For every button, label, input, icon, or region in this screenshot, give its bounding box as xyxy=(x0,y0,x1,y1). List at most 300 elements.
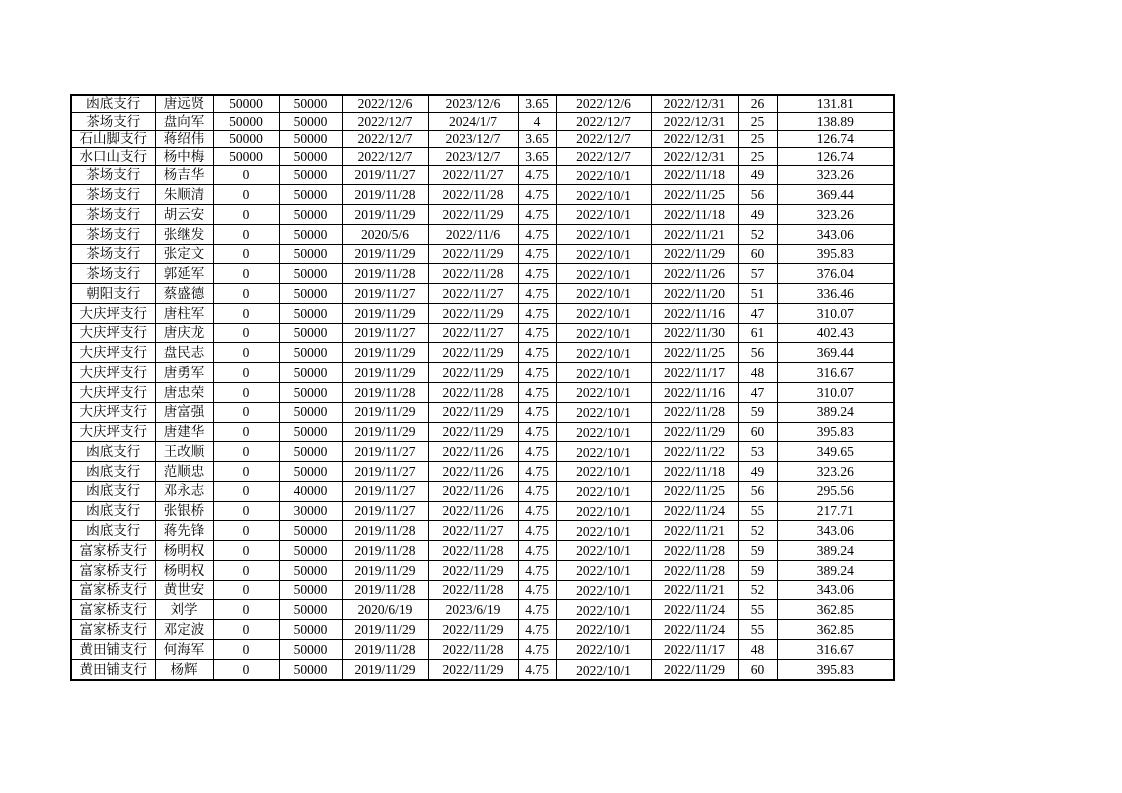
cell-accrual-start-date: 2022/10/1 xyxy=(556,402,651,422)
cell-branch: 茶场支行 xyxy=(71,165,155,185)
cell-maturity-date: 2022/11/26 xyxy=(428,462,518,482)
cell-branch: 大庆坪支行 xyxy=(71,303,155,323)
table-row xyxy=(71,462,894,482)
cell-maturity-date: 2022/11/29 xyxy=(428,560,518,580)
cell-maturity-date: 2022/11/29 xyxy=(428,659,518,680)
cell-interest-amount: 323.26 xyxy=(777,165,894,185)
cell-interest-amount: 343.06 xyxy=(777,224,894,244)
cell-maturity-date: 2022/11/26 xyxy=(428,442,518,462)
cell-interest-rate: 4.75 xyxy=(518,541,556,561)
cell-principal: 50000 xyxy=(279,541,342,561)
cell-interest-rate: 4.75 xyxy=(518,205,556,225)
cell-customer-name: 黄世安 xyxy=(155,580,213,600)
cell-branch: 石山脚支行 xyxy=(71,130,155,147)
cell-days: 47 xyxy=(738,383,777,403)
cell-interest-rate: 4.75 xyxy=(518,659,556,680)
table-row xyxy=(71,600,894,620)
cell-principal-start: 50000 xyxy=(213,130,279,147)
cell-customer-name: 郭延军 xyxy=(155,264,213,284)
cell-days: 59 xyxy=(738,560,777,580)
cell-accrual-start-date: 2022/10/1 xyxy=(556,659,651,680)
cell-principal: 50000 xyxy=(279,148,342,165)
cell-deposit-date: 2019/11/27 xyxy=(342,501,428,521)
table-row xyxy=(71,541,894,561)
cell-interest-rate: 4.75 xyxy=(518,244,556,264)
cell-days: 60 xyxy=(738,422,777,442)
cell-deposit-date: 2019/11/28 xyxy=(342,383,428,403)
cell-interest-rate: 4 xyxy=(518,113,556,130)
cell-maturity-date: 2023/12/7 xyxy=(428,130,518,147)
cell-customer-name: 杨中梅 xyxy=(155,148,213,165)
cell-deposit-date: 2022/12/6 xyxy=(342,95,428,113)
cell-interest-amount: 395.83 xyxy=(777,244,894,264)
cell-principal-start: 0 xyxy=(213,284,279,304)
cell-accrual-start-date: 2022/10/1 xyxy=(556,600,651,620)
cell-interest-amount: 126.74 xyxy=(777,148,894,165)
cell-days: 59 xyxy=(738,402,777,422)
cell-interest-amount: 395.83 xyxy=(777,422,894,442)
cell-branch: 朝阳支行 xyxy=(71,284,155,304)
cell-settlement-date: 2022/12/31 xyxy=(651,130,738,147)
cell-days: 25 xyxy=(738,148,777,165)
cell-deposit-date: 2022/12/7 xyxy=(342,148,428,165)
cell-customer-name: 唐柱军 xyxy=(155,303,213,323)
cell-customer-name: 盘民志 xyxy=(155,343,213,363)
cell-deposit-date: 2019/11/29 xyxy=(342,343,428,363)
cell-interest-amount: 389.24 xyxy=(777,560,894,580)
cell-customer-name: 张继发 xyxy=(155,224,213,244)
cell-deposit-date: 2019/11/29 xyxy=(342,303,428,323)
cell-accrual-start-date: 2022/10/1 xyxy=(556,363,651,383)
cell-branch: 茶场支行 xyxy=(71,224,155,244)
cell-customer-name: 唐庆龙 xyxy=(155,323,213,343)
cell-customer-name: 邓永志 xyxy=(155,481,213,501)
cell-branch: 富家桥支行 xyxy=(71,620,155,640)
cell-deposit-date: 2020/5/6 xyxy=(342,224,428,244)
cell-customer-name: 张银桥 xyxy=(155,501,213,521)
cell-deposit-date: 2019/11/27 xyxy=(342,481,428,501)
cell-interest-rate: 4.75 xyxy=(518,442,556,462)
cell-accrual-start-date: 2022/10/1 xyxy=(556,422,651,442)
cell-deposit-date: 2019/11/29 xyxy=(342,659,428,680)
cell-branch: 大庆坪支行 xyxy=(71,323,155,343)
cell-interest-rate: 4.75 xyxy=(518,639,556,659)
cell-days: 56 xyxy=(738,343,777,363)
table-row xyxy=(71,422,894,442)
cell-settlement-date: 2022/11/25 xyxy=(651,185,738,205)
cell-principal: 50000 xyxy=(279,224,342,244)
cell-maturity-date: 2022/11/28 xyxy=(428,383,518,403)
cell-days: 49 xyxy=(738,165,777,185)
cell-interest-rate: 4.75 xyxy=(518,560,556,580)
cell-principal-start: 0 xyxy=(213,363,279,383)
table-row xyxy=(71,402,894,422)
cell-settlement-date: 2022/11/24 xyxy=(651,600,738,620)
cell-settlement-date: 2022/11/21 xyxy=(651,521,738,541)
cell-accrual-start-date: 2022/10/1 xyxy=(556,521,651,541)
cell-maturity-date: 2022/11/29 xyxy=(428,205,518,225)
cell-customer-name: 张定文 xyxy=(155,244,213,264)
cell-principal: 50000 xyxy=(279,165,342,185)
cell-accrual-start-date: 2022/10/1 xyxy=(556,383,651,403)
cell-branch: 黄田铺支行 xyxy=(71,639,155,659)
cell-customer-name: 朱顺清 xyxy=(155,185,213,205)
cell-days: 51 xyxy=(738,284,777,304)
cell-days: 57 xyxy=(738,264,777,284)
cell-settlement-date: 2022/11/18 xyxy=(651,165,738,185)
cell-settlement-date: 2022/11/29 xyxy=(651,422,738,442)
cell-maturity-date: 2022/11/27 xyxy=(428,521,518,541)
cell-settlement-date: 2022/11/29 xyxy=(651,659,738,680)
cell-maturity-date: 2023/12/7 xyxy=(428,148,518,165)
cell-accrual-start-date: 2022/12/7 xyxy=(556,130,651,147)
cell-principal: 50000 xyxy=(279,462,342,482)
cell-maturity-date: 2022/11/28 xyxy=(428,639,518,659)
cell-settlement-date: 2022/11/17 xyxy=(651,639,738,659)
cell-branch: 茶场支行 xyxy=(71,264,155,284)
cell-interest-rate: 3.65 xyxy=(518,148,556,165)
cell-principal-start: 50000 xyxy=(213,113,279,130)
cell-customer-name: 杨辉 xyxy=(155,659,213,680)
cell-days: 25 xyxy=(738,130,777,147)
table-row xyxy=(71,501,894,521)
table-row xyxy=(71,130,894,147)
cell-settlement-date: 2022/11/25 xyxy=(651,481,738,501)
cell-interest-amount: 295.56 xyxy=(777,481,894,501)
cell-interest-amount: 389.24 xyxy=(777,402,894,422)
table-row xyxy=(71,95,894,113)
cell-branch: 富家桥支行 xyxy=(71,560,155,580)
cell-principal: 50000 xyxy=(279,323,342,343)
cell-interest-amount: 376.04 xyxy=(777,264,894,284)
cell-principal: 50000 xyxy=(279,205,342,225)
cell-principal: 50000 xyxy=(279,95,342,113)
cell-principal-start: 0 xyxy=(213,343,279,363)
cell-principal-start: 0 xyxy=(213,639,279,659)
cell-accrual-start-date: 2022/10/1 xyxy=(556,284,651,304)
cell-settlement-date: 2022/12/31 xyxy=(651,113,738,130)
cell-settlement-date: 2022/11/28 xyxy=(651,560,738,580)
cell-days: 60 xyxy=(738,244,777,264)
cell-days: 61 xyxy=(738,323,777,343)
cell-deposit-date: 2019/11/28 xyxy=(342,541,428,561)
cell-customer-name: 邓定波 xyxy=(155,620,213,640)
table-row xyxy=(71,521,894,541)
cell-days: 52 xyxy=(738,224,777,244)
cell-principal: 50000 xyxy=(279,130,342,147)
cell-deposit-date: 2019/11/29 xyxy=(342,363,428,383)
cell-branch: 茶场支行 xyxy=(71,244,155,264)
cell-interest-rate: 3.65 xyxy=(518,130,556,147)
table-row xyxy=(71,383,894,403)
table-row xyxy=(71,620,894,640)
cell-maturity-date: 2024/1/7 xyxy=(428,113,518,130)
cell-principal-start: 0 xyxy=(213,224,279,244)
cell-interest-amount: 131.81 xyxy=(777,95,894,113)
cell-customer-name: 蒋绍伟 xyxy=(155,130,213,147)
cell-accrual-start-date: 2022/10/1 xyxy=(556,224,651,244)
cell-customer-name: 唐远贤 xyxy=(155,95,213,113)
cell-principal-start: 0 xyxy=(213,560,279,580)
cell-interest-rate: 4.75 xyxy=(518,521,556,541)
table-row xyxy=(71,244,894,264)
cell-accrual-start-date: 2022/10/1 xyxy=(556,501,651,521)
cell-principal: 50000 xyxy=(279,560,342,580)
cell-days: 49 xyxy=(738,462,777,482)
cell-deposit-date: 2019/11/28 xyxy=(342,580,428,600)
cell-accrual-start-date: 2022/10/1 xyxy=(556,462,651,482)
cell-principal-start: 0 xyxy=(213,205,279,225)
cell-branch: 富家桥支行 xyxy=(71,541,155,561)
cell-principal: 50000 xyxy=(279,303,342,323)
cell-branch: 凼底支行 xyxy=(71,95,155,113)
cell-customer-name: 盘向军 xyxy=(155,113,213,130)
cell-interest-amount: 349.65 xyxy=(777,442,894,462)
cell-principal-start: 0 xyxy=(213,541,279,561)
table-row xyxy=(71,323,894,343)
cell-branch: 大庆坪支行 xyxy=(71,343,155,363)
cell-principal-start: 0 xyxy=(213,600,279,620)
cell-settlement-date: 2022/11/30 xyxy=(651,323,738,343)
cell-interest-amount: 316.67 xyxy=(777,363,894,383)
table-row xyxy=(71,639,894,659)
cell-interest-rate: 4.75 xyxy=(518,185,556,205)
cell-maturity-date: 2022/11/26 xyxy=(428,481,518,501)
cell-branch: 大庆坪支行 xyxy=(71,363,155,383)
cell-principal: 50000 xyxy=(279,639,342,659)
table-row xyxy=(71,185,894,205)
cell-customer-name: 唐勇军 xyxy=(155,363,213,383)
cell-branch: 大庆坪支行 xyxy=(71,422,155,442)
cell-branch: 富家桥支行 xyxy=(71,600,155,620)
cell-interest-rate: 4.75 xyxy=(518,580,556,600)
cell-customer-name: 王改顺 xyxy=(155,442,213,462)
cell-branch: 茶场支行 xyxy=(71,205,155,225)
table-row xyxy=(71,363,894,383)
cell-interest-rate: 4.75 xyxy=(518,343,556,363)
cell-branch: 水口山支行 xyxy=(71,148,155,165)
table-row xyxy=(71,343,894,363)
cell-days: 55 xyxy=(738,600,777,620)
cell-interest-rate: 4.75 xyxy=(518,600,556,620)
cell-accrual-start-date: 2022/10/1 xyxy=(556,580,651,600)
table-row xyxy=(71,659,894,680)
cell-deposit-date: 2019/11/28 xyxy=(342,639,428,659)
cell-accrual-start-date: 2022/10/1 xyxy=(556,264,651,284)
cell-principal-start: 0 xyxy=(213,303,279,323)
cell-accrual-start-date: 2022/10/1 xyxy=(556,639,651,659)
cell-deposit-date: 2019/11/28 xyxy=(342,521,428,541)
cell-deposit-date: 2020/6/19 xyxy=(342,600,428,620)
cell-deposit-date: 2022/12/7 xyxy=(342,130,428,147)
cell-settlement-date: 2022/11/29 xyxy=(651,244,738,264)
cell-days: 59 xyxy=(738,541,777,561)
cell-principal-start: 0 xyxy=(213,659,279,680)
cell-maturity-date: 2022/11/28 xyxy=(428,580,518,600)
deposit-interest-table xyxy=(70,94,895,681)
cell-maturity-date: 2022/11/29 xyxy=(428,422,518,442)
cell-days: 56 xyxy=(738,481,777,501)
cell-settlement-date: 2022/11/18 xyxy=(651,205,738,225)
cell-maturity-date: 2023/6/19 xyxy=(428,600,518,620)
cell-principal-start: 0 xyxy=(213,462,279,482)
cell-principal-start: 50000 xyxy=(213,95,279,113)
cell-maturity-date: 2022/11/27 xyxy=(428,165,518,185)
cell-interest-amount: 310.07 xyxy=(777,383,894,403)
cell-branch: 大庆坪支行 xyxy=(71,383,155,403)
cell-interest-rate: 4.75 xyxy=(518,363,556,383)
cell-deposit-date: 2019/11/27 xyxy=(342,442,428,462)
cell-principal-start: 0 xyxy=(213,580,279,600)
cell-interest-rate: 4.75 xyxy=(518,462,556,482)
cell-principal: 50000 xyxy=(279,383,342,403)
cell-branch: 富家桥支行 xyxy=(71,580,155,600)
cell-settlement-date: 2022/12/31 xyxy=(651,148,738,165)
cell-accrual-start-date: 2022/12/7 xyxy=(556,148,651,165)
cell-deposit-date: 2019/11/29 xyxy=(342,422,428,442)
cell-deposit-date: 2019/11/27 xyxy=(342,462,428,482)
cell-settlement-date: 2022/11/21 xyxy=(651,580,738,600)
cell-days: 49 xyxy=(738,205,777,225)
cell-settlement-date: 2022/11/25 xyxy=(651,343,738,363)
cell-interest-rate: 4.75 xyxy=(518,264,556,284)
cell-branch: 凼底支行 xyxy=(71,521,155,541)
cell-deposit-date: 2019/11/27 xyxy=(342,165,428,185)
cell-accrual-start-date: 2022/10/1 xyxy=(556,343,651,363)
cell-settlement-date: 2022/11/26 xyxy=(651,264,738,284)
cell-principal-start: 0 xyxy=(213,442,279,462)
cell-principal: 50000 xyxy=(279,442,342,462)
cell-maturity-date: 2022/11/27 xyxy=(428,284,518,304)
cell-deposit-date: 2019/11/27 xyxy=(342,323,428,343)
cell-principal-start: 0 xyxy=(213,402,279,422)
cell-branch: 大庆坪支行 xyxy=(71,402,155,422)
cell-branch: 茶场支行 xyxy=(71,113,155,130)
table-row xyxy=(71,284,894,304)
cell-interest-amount: 138.89 xyxy=(777,113,894,130)
cell-deposit-date: 2019/11/29 xyxy=(342,205,428,225)
cell-interest-amount: 343.06 xyxy=(777,521,894,541)
cell-interest-rate: 4.75 xyxy=(518,224,556,244)
cell-principal: 50000 xyxy=(279,363,342,383)
cell-settlement-date: 2022/11/16 xyxy=(651,303,738,323)
cell-days: 55 xyxy=(738,501,777,521)
cell-days: 52 xyxy=(738,521,777,541)
cell-principal: 50000 xyxy=(279,422,342,442)
table-row xyxy=(71,264,894,284)
cell-interest-rate: 4.75 xyxy=(518,481,556,501)
cell-maturity-date: 2022/11/29 xyxy=(428,363,518,383)
cell-deposit-date: 2019/11/29 xyxy=(342,402,428,422)
cell-deposit-date: 2019/11/29 xyxy=(342,620,428,640)
cell-maturity-date: 2022/11/29 xyxy=(428,402,518,422)
cell-maturity-date: 2022/11/27 xyxy=(428,323,518,343)
cell-accrual-start-date: 2022/10/1 xyxy=(556,185,651,205)
cell-days: 60 xyxy=(738,659,777,680)
cell-interest-rate: 4.75 xyxy=(518,620,556,640)
cell-interest-amount: 402.43 xyxy=(777,323,894,343)
cell-days: 53 xyxy=(738,442,777,462)
cell-maturity-date: 2023/12/6 xyxy=(428,95,518,113)
cell-branch: 茶场支行 xyxy=(71,185,155,205)
cell-principal-start: 0 xyxy=(213,264,279,284)
cell-principal: 50000 xyxy=(279,264,342,284)
cell-principal-start: 0 xyxy=(213,501,279,521)
cell-principal-start: 0 xyxy=(213,244,279,264)
cell-maturity-date: 2022/11/28 xyxy=(428,185,518,205)
cell-principal-start: 0 xyxy=(213,383,279,403)
cell-principal: 40000 xyxy=(279,481,342,501)
cell-interest-rate: 4.75 xyxy=(518,383,556,403)
cell-principal: 50000 xyxy=(279,402,342,422)
cell-interest-amount: 126.74 xyxy=(777,130,894,147)
cell-days: 26 xyxy=(738,95,777,113)
table-row xyxy=(71,113,894,130)
cell-accrual-start-date: 2022/10/1 xyxy=(556,620,651,640)
cell-maturity-date: 2022/11/29 xyxy=(428,343,518,363)
cell-accrual-start-date: 2022/10/1 xyxy=(556,323,651,343)
cell-customer-name: 杨明权 xyxy=(155,541,213,561)
cell-customer-name: 何海军 xyxy=(155,639,213,659)
cell-days: 48 xyxy=(738,639,777,659)
cell-maturity-date: 2022/11/28 xyxy=(428,264,518,284)
cell-principal: 50000 xyxy=(279,521,342,541)
table-row xyxy=(71,442,894,462)
cell-days: 48 xyxy=(738,363,777,383)
cell-principal: 50000 xyxy=(279,620,342,640)
cell-deposit-date: 2019/11/27 xyxy=(342,284,428,304)
cell-interest-rate: 4.75 xyxy=(518,402,556,422)
cell-principal-start: 0 xyxy=(213,481,279,501)
cell-settlement-date: 2022/11/21 xyxy=(651,224,738,244)
cell-principal: 50000 xyxy=(279,284,342,304)
table-row xyxy=(71,148,894,165)
cell-days: 55 xyxy=(738,620,777,640)
cell-principal: 50000 xyxy=(279,600,342,620)
cell-settlement-date: 2022/11/20 xyxy=(651,284,738,304)
cell-customer-name: 唐忠荣 xyxy=(155,383,213,403)
cell-customer-name: 范顺忠 xyxy=(155,462,213,482)
cell-customer-name: 杨吉华 xyxy=(155,165,213,185)
cell-customer-name: 杨明权 xyxy=(155,560,213,580)
table-row xyxy=(71,580,894,600)
cell-days: 25 xyxy=(738,113,777,130)
cell-settlement-date: 2022/11/24 xyxy=(651,620,738,640)
cell-interest-amount: 362.85 xyxy=(777,600,894,620)
table-row xyxy=(71,481,894,501)
cell-interest-amount: 323.26 xyxy=(777,462,894,482)
cell-interest-rate: 4.75 xyxy=(518,165,556,185)
cell-settlement-date: 2022/12/31 xyxy=(651,95,738,113)
cell-principal-start: 0 xyxy=(213,620,279,640)
cell-customer-name: 刘学 xyxy=(155,600,213,620)
cell-maturity-date: 2022/11/26 xyxy=(428,501,518,521)
cell-interest-rate: 4.75 xyxy=(518,284,556,304)
cell-maturity-date: 2022/11/6 xyxy=(428,224,518,244)
cell-principal: 50000 xyxy=(279,244,342,264)
cell-customer-name: 胡云安 xyxy=(155,205,213,225)
cell-days: 47 xyxy=(738,303,777,323)
cell-accrual-start-date: 2022/10/1 xyxy=(556,205,651,225)
cell-maturity-date: 2022/11/29 xyxy=(428,244,518,264)
cell-settlement-date: 2022/11/24 xyxy=(651,501,738,521)
cell-interest-amount: 362.85 xyxy=(777,620,894,640)
cell-maturity-date: 2022/11/29 xyxy=(428,303,518,323)
cell-interest-amount: 336.46 xyxy=(777,284,894,304)
cell-interest-amount: 389.24 xyxy=(777,541,894,561)
cell-interest-amount: 316.67 xyxy=(777,639,894,659)
table-row xyxy=(71,303,894,323)
